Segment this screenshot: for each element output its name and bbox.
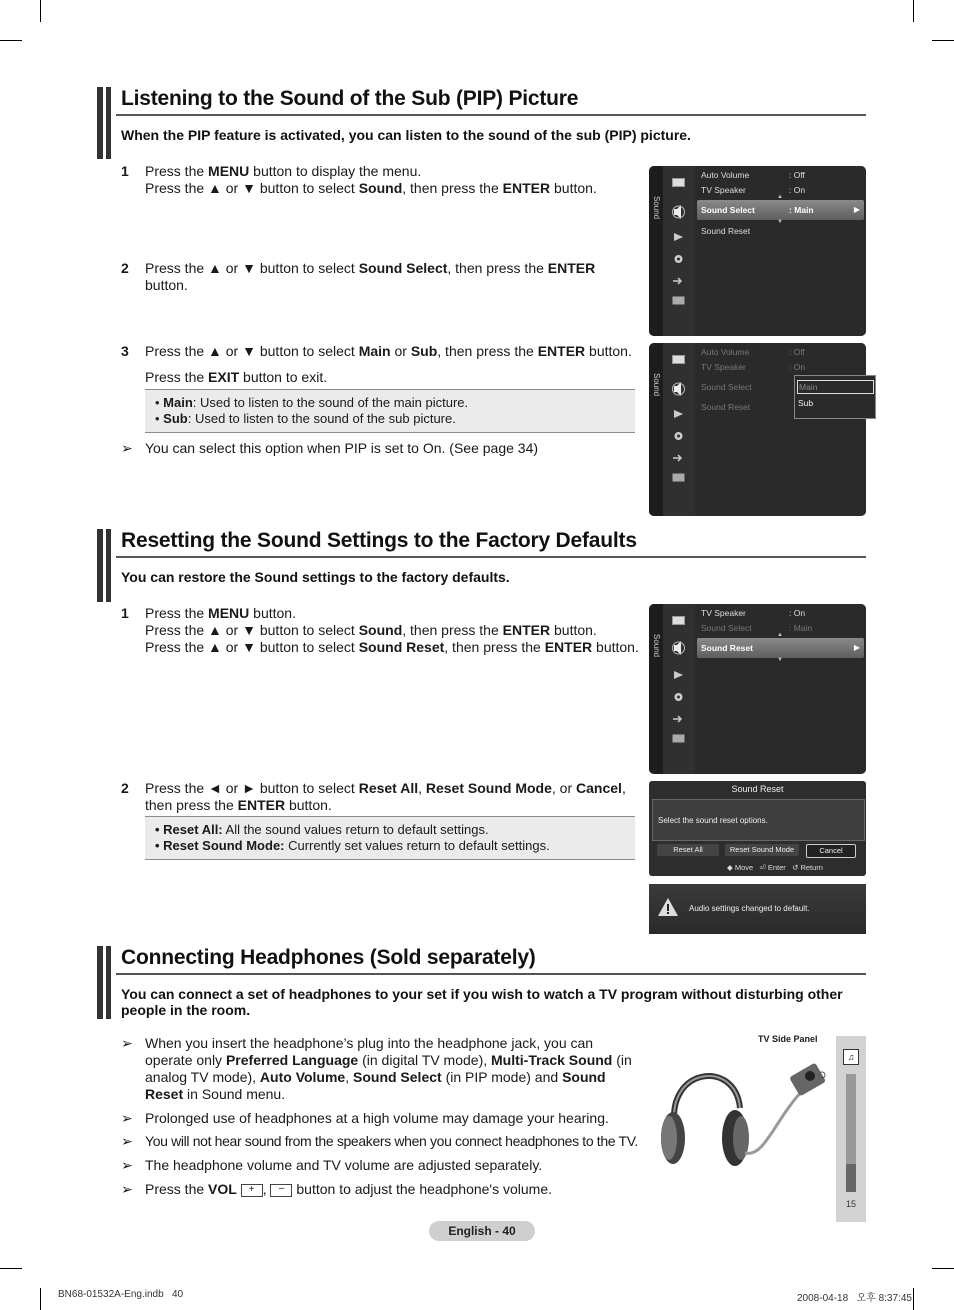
up-arrow-icon: ▲ (777, 632, 783, 638)
dialog-hints: ◆ Move ⏎ Enter ↺ Return (727, 863, 823, 872)
headphone-jack-icon: ♫ (843, 1049, 859, 1065)
section-rule (116, 973, 866, 975)
headphones-illustration (655, 1048, 835, 1178)
headphone-note: ➢ Prolonged use of headphones at a high volume may damage your hearing. (121, 1110, 609, 1126)
dropdown-option[interactable]: Sub (798, 398, 814, 408)
step-text: Press the EXIT button to exit. (145, 369, 328, 385)
dialog-title: Sound Reset (731, 784, 784, 794)
crop-mark (0, 40, 22, 41)
osd-row: Sound Reset (701, 402, 751, 412)
step-number: 2 (121, 780, 129, 796)
sound-icon (672, 381, 685, 397)
osd-row: Sound Select (701, 382, 752, 392)
application-icon (672, 296, 685, 306)
up-arrow-icon: ▲ (777, 194, 783, 200)
panel-label: TV Side Panel (758, 1034, 818, 1044)
note-box: • Main: Used to listen to the sound of the main picture. • Sub: Used to listen to the sound of the sub picture. (145, 389, 635, 433)
headphone-note: ➢ You will not hear sound from the speakers when you connect headphones to the TV. (121, 1133, 638, 1149)
setup-icon (672, 254, 685, 264)
crop-mark (40, 1288, 41, 1310)
step-number: 3 (121, 343, 129, 359)
section-bar (97, 529, 111, 602)
picture-icon (672, 178, 685, 188)
arrow-icon: ➢ (121, 1110, 133, 1126)
sound-icon (672, 204, 685, 220)
application-icon (672, 473, 685, 483)
crop-mark (913, 0, 914, 22)
input-icon (672, 714, 685, 724)
picture-icon (672, 616, 685, 626)
side-panel-slot (846, 1164, 856, 1192)
note-box: • Reset All: All the sound values return to default settings. • Reset Sound Mode: Currently set values return to default settings. (145, 816, 635, 860)
osd-sound-select-menu (649, 343, 866, 516)
osd-selected-row[interactable]: Sound Select : Main ▶ (697, 200, 864, 220)
step-number: 1 (121, 163, 129, 179)
arrow-icon: ➢ (121, 440, 133, 456)
sound-reset-dialog (649, 781, 866, 876)
osd-row: Auto Volume : Off (701, 347, 805, 357)
crop-mark (932, 1268, 954, 1269)
arrow-icon: ➢ (121, 1035, 133, 1051)
osd-row: TV Speaker : On (701, 185, 806, 195)
vol-plus-icon: + (241, 1184, 263, 1197)
arrow-icon: ➢ (121, 1133, 133, 1149)
osd-side-label: Sound (652, 634, 661, 658)
section-intro: You can connect a set of headphones to your set if you wish to watch a TV program without disturbing other people in the room. (121, 986, 843, 1018)
arrow-icon: ➢ (121, 1157, 133, 1173)
osd-side-label: Sound (652, 196, 661, 220)
osd-icon-column (663, 343, 696, 516)
application-icon (672, 734, 685, 744)
step-number: 2 (121, 260, 129, 276)
headphone-note: ➢ Press the VOL + , – button to adjust the headphone's volume. (121, 1181, 553, 1197)
reset-all-button[interactable]: Reset All (657, 844, 719, 856)
osd-sound-reset-menu (649, 604, 866, 774)
osd-row: TV Speaker : On (701, 362, 806, 372)
section-title: Resetting the Sound Settings to the Factory Defaults (121, 529, 637, 552)
osd-icon-column (663, 166, 696, 336)
step-number: 1 (121, 605, 129, 621)
osd-sound-menu (649, 166, 866, 336)
osd-row: Sound Reset (701, 226, 751, 236)
right-arrow-icon: ▶ (853, 205, 860, 214)
osd-row: Sound Select : Main (701, 623, 813, 633)
headphone-note: ➢ The headphone volume and TV volume are adjusted separately. (121, 1157, 543, 1173)
enter-icon: ⏎ (759, 863, 766, 872)
dialog-message-box (652, 799, 865, 841)
notification-banner (649, 884, 866, 934)
dialog-message: Select the sound reset options. (658, 816, 768, 825)
osd-icon-column (663, 604, 696, 774)
osd-row: Auto Volume : Off (701, 170, 805, 180)
footer-file: BN68-01532A-Eng.indb 40 (58, 1289, 184, 1300)
tv-side-panel (836, 1036, 866, 1222)
section-intro: You can restore the Sound settings to the factory defaults. (121, 569, 510, 585)
notification-text: Audio settings changed to default. (689, 904, 810, 913)
reset-sound-mode-button[interactable]: Reset Sound Mode (725, 844, 799, 856)
warning-icon (657, 896, 679, 918)
arrow-icon: ➢ (121, 1181, 133, 1197)
section-bar (97, 946, 111, 1019)
down-arrow-icon: ▼ (777, 219, 783, 225)
move-icon: ◆ (727, 863, 733, 872)
headphone-note: ➢ When you insert the headphone’s plug into the headphone jack, you can operate only Preferred Language (in digital TV mode), Multi-Track Sound (in analog TV mode), Auto Volume, Sound Select (in PIP mode) and Sound Reset in Sound menu. (121, 1035, 632, 1102)
input-icon (672, 276, 685, 286)
osd-row: TV Speaker : On (701, 608, 806, 618)
crop-mark (40, 0, 41, 22)
page-number: English - 40 (429, 1221, 535, 1241)
picture-icon (672, 355, 685, 365)
crop-mark (0, 1268, 22, 1269)
step-text: Press the ◄ or ► button to select Reset All, Reset Sound Mode, or Cancel, then press the ENTER button. (145, 780, 626, 813)
crop-mark (932, 40, 954, 41)
return-icon: ↺ (792, 863, 799, 872)
dropdown-list (794, 375, 876, 419)
tip-note: ➢ You can select this option when PIP is set to On. (See page 34) (121, 440, 539, 456)
channel-icon (672, 232, 685, 242)
sound-icon (672, 640, 685, 656)
section-rule (116, 556, 866, 558)
dropdown-option-selected[interactable]: Main (797, 380, 874, 394)
vol-minus-icon: – (270, 1184, 292, 1197)
step-text: Press the ▲ or ▼ button to select Sound Select, then press the ENTER button. (145, 260, 596, 293)
osd-side-label: Sound (652, 373, 661, 397)
step-text: Press the MENU button to display the menu. Press the ▲ or ▼ button to select Sound, then press the ENTER button. (145, 163, 597, 196)
right-arrow-icon: ▶ (853, 643, 860, 652)
panel-number: 15 (845, 1199, 856, 1209)
osd-selected-row[interactable]: Sound Reset ▶ (697, 638, 864, 658)
setup-icon (672, 431, 685, 441)
step-text: Press the MENU button. Press the ▲ or ▼ button to select Sound, then press the ENTER button. Press the ▲ or ▼ button to select Sound Reset, then press the ENTER button. (145, 605, 639, 655)
section-title: Listening to the Sound of the Sub (PIP) Picture (121, 87, 579, 110)
crop-mark (913, 1288, 914, 1310)
cancel-button[interactable]: Cancel (806, 844, 856, 858)
down-arrow-icon: ▼ (777, 657, 783, 663)
section-intro: When the PIP feature is activated, you can listen to the sound of the sub (PIP) picture. (121, 127, 691, 143)
section-rule (116, 114, 866, 116)
section-bar (97, 87, 111, 159)
section-title: Connecting Headphones (Sold separately) (121, 946, 536, 969)
step-text: Press the ▲ or ▼ button to select Main or Sub, then press the ENTER button. (145, 343, 632, 359)
channel-icon (672, 409, 685, 419)
channel-icon (672, 670, 685, 680)
footer-timestamp: 2008-04-18 오후 8:37:45 (797, 1293, 912, 1304)
input-icon (672, 453, 685, 463)
setup-icon (672, 692, 685, 702)
